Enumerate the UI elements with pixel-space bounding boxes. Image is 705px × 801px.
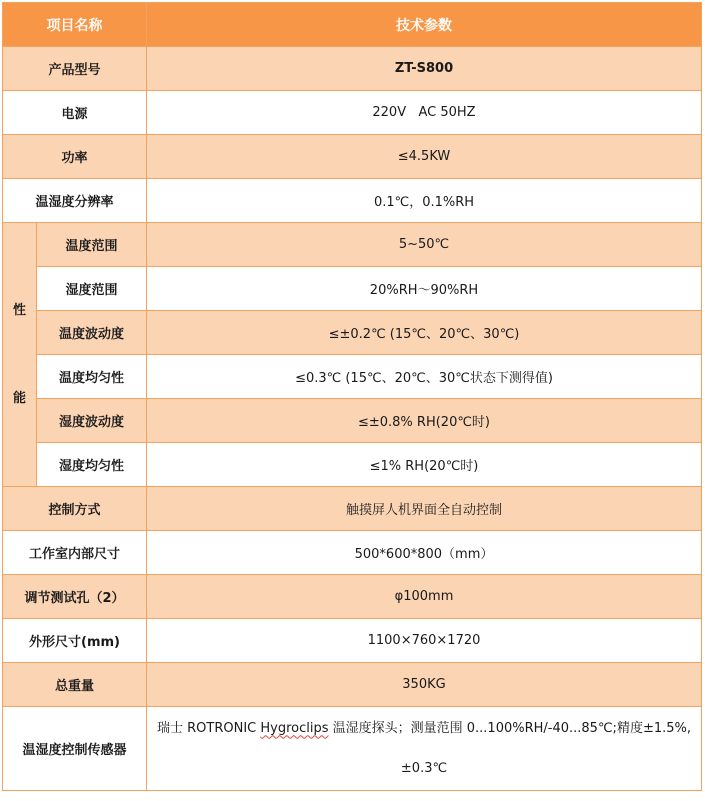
perf-value-humidity-range: 20%RH～90%RH: [147, 267, 702, 311]
perf-label-temp-fluctuation: 温度波动度: [37, 311, 147, 355]
table-row: [3, 619, 702, 663]
table-row: [3, 223, 702, 267]
table-row: [3, 91, 702, 135]
row-label-sensor: 温湿度控制传感器: [3, 707, 147, 791]
table-row: [3, 575, 702, 619]
row-label-power: 功率: [3, 135, 147, 179]
performance-group-char-1: 性: [12, 302, 26, 318]
perf-label-humidity-uniformity: 湿度均匀性: [37, 443, 147, 487]
row-label-chamber-size: 工作室内部尺寸: [3, 531, 147, 575]
row-label-test-port: 调节测试孔（2）: [3, 575, 147, 619]
perf-value-temp-fluctuation: ≤±0.2℃ (15℃、20℃、30℃): [147, 311, 702, 355]
table-row: [3, 443, 702, 487]
table-header-row: [3, 3, 702, 47]
row-value-weight: 350KG: [147, 663, 702, 707]
row-label-resolution: 温湿度分辨率: [3, 179, 147, 223]
table-row: [3, 531, 702, 575]
table-row: [3, 663, 702, 707]
perf-value-humidity-fluctuation: ≤±0.8% RH(20℃时): [147, 399, 702, 443]
table-row: [3, 399, 702, 443]
header-tech-params: 技术参数: [147, 3, 702, 47]
row-value-model: ZT-S800: [147, 47, 702, 91]
row-label-model: 产品型号: [3, 47, 147, 91]
perf-label-temp-uniformity: 温度均匀性: [37, 355, 147, 399]
row-value-chamber-size: 500*600*800（mm）: [147, 531, 702, 575]
perf-value-humidity-uniformity: ≤1% RH(20℃时): [147, 443, 702, 487]
row-value-power-supply: 220V AC 50HZ: [147, 91, 702, 135]
row-label-dimensions: 外形尺寸(mm): [3, 619, 147, 663]
table-row: [3, 707, 702, 791]
table-row: [3, 311, 702, 355]
table-row: [3, 355, 702, 399]
spec-table: [2, 2, 702, 791]
perf-label-temp-range: 温度范围: [37, 223, 147, 267]
perf-label-humidity-fluctuation: 湿度波动度: [37, 399, 147, 443]
row-label-control-mode: 控制方式: [3, 487, 147, 531]
row-label-weight: 总重量: [3, 663, 147, 707]
perf-label-humidity-range: 湿度范围: [37, 267, 147, 311]
sensor-value-brand: Hygroclips: [260, 720, 329, 736]
perf-value-temp-uniformity: ≤0.3℃ (15℃、20℃、30℃状态下测得值): [147, 355, 702, 399]
header-item-name: 项目名称: [3, 3, 147, 47]
row-value-sensor: [147, 707, 702, 791]
table-row: [3, 47, 702, 91]
sensor-value-prefix: 瑞士 ROTRONIC: [156, 720, 261, 736]
sensor-value-suffix: 温湿度探头；测量范围 0...100%RH/-40...85℃;精度±1.5%,±0.3℃: [328, 720, 691, 776]
table-row: [3, 179, 702, 223]
performance-group-label: [3, 223, 37, 487]
row-value-test-port: φ100mm: [147, 575, 702, 619]
performance-group-char-2: 能: [12, 390, 26, 406]
row-value-power: ≤4.5KW: [147, 135, 702, 179]
perf-value-temp-range: 5~50℃: [147, 223, 702, 267]
table-row: [3, 487, 702, 531]
table-row: [3, 267, 702, 311]
row-value-dimensions: 1100×760×1720: [147, 619, 702, 663]
row-value-resolution: 0.1℃，0.1%RH: [147, 179, 702, 223]
table-row: [3, 135, 702, 179]
row-value-control-mode: 触摸屏人机界面全自动控制: [147, 487, 702, 531]
row-label-power-supply: 电源: [3, 91, 147, 135]
